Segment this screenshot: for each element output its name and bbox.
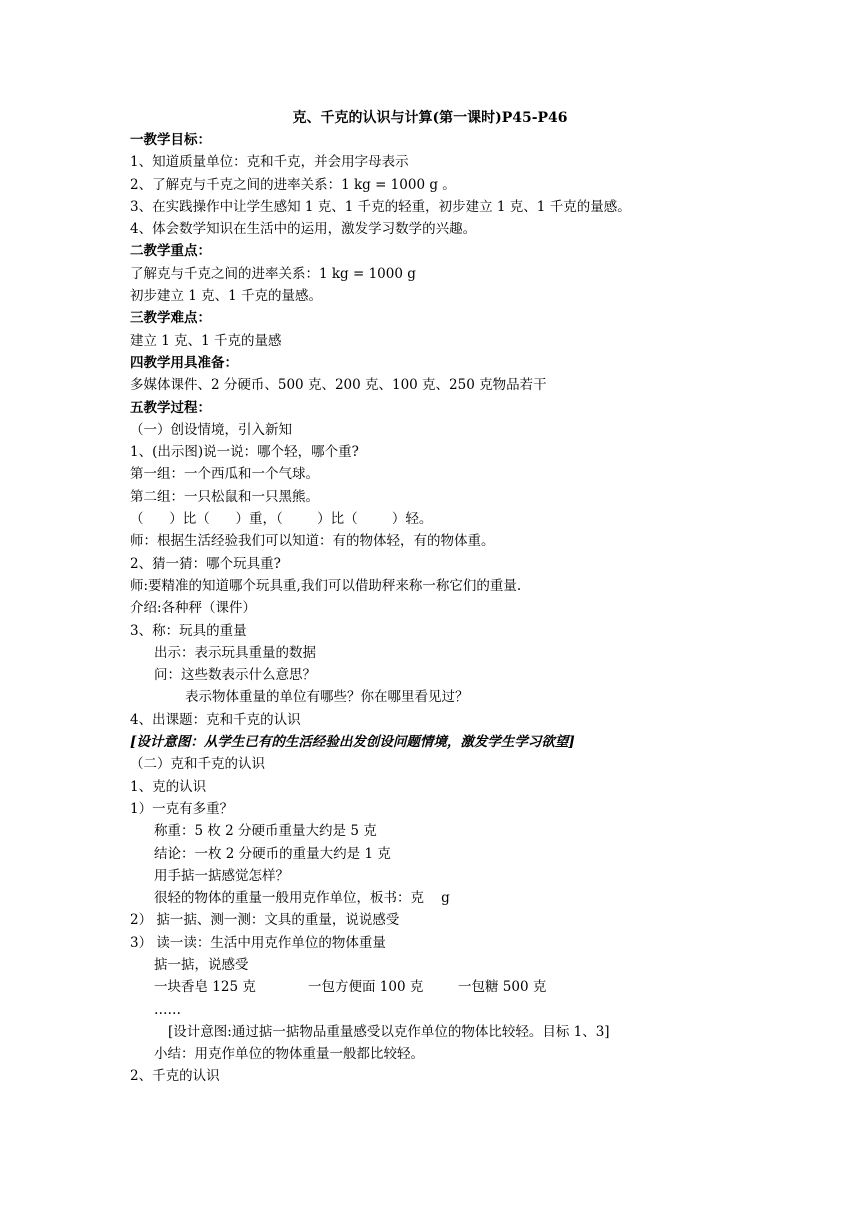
part2-line: 1、克的认识 bbox=[130, 778, 207, 795]
key-item: 了解克与千克之间的进率关系：1 kg = 1000 g bbox=[130, 265, 416, 282]
part2-line: 2） 掂一掂、测一测：文具的重量，说说感受 bbox=[130, 912, 400, 929]
document-body bbox=[130, 129, 830, 1088]
part1-line: 师:要精准的知道哪个玩具重,我们可以借助秤来称一称它们的重量. bbox=[130, 577, 522, 594]
part2-line: 2、千克的认识 bbox=[130, 1068, 220, 1085]
part1-line: 第一组：一个西瓜和一个气球。 bbox=[130, 466, 319, 483]
goals-heading: 一教学目标： bbox=[130, 132, 211, 148]
difficulty-text: 建立 1 克、1 千克的量感 bbox=[130, 332, 282, 349]
tools-text: 多媒体课件、2 分硬币、500 克、200 克、100 克、250 克物品若干 bbox=[130, 377, 547, 394]
topic-line: 4、出课题：克和千克的认识 bbox=[130, 711, 301, 728]
part2-line: 3） 读一读：生活中用克作单位的物体重量 bbox=[130, 934, 386, 951]
goal-item: 2、了解克与千克之间的进率关系：1 kg = 1000 g 。 bbox=[130, 176, 456, 193]
part2-line: 掂一掂，说感受 bbox=[154, 956, 249, 973]
tools-heading: 四教学用具准备： bbox=[130, 354, 238, 371]
part1-line: 介绍:各种秤（课件） bbox=[130, 600, 257, 617]
part2-line: 结论：一枚 2 分硬币的重量大约是 1 克 bbox=[154, 845, 391, 862]
difficulty-heading: 三教学难点： bbox=[130, 310, 211, 327]
part1-heading: （一）创设情境，引入新知 bbox=[130, 421, 292, 438]
show-line: 出示：表示玩具重量的数据 bbox=[154, 644, 316, 661]
design-intent-2: [设计意图:通过掂一掂物品重量感受以克作单位的物体比较轻。目标 1、3] bbox=[168, 1023, 610, 1040]
part1-line: 2、猜一猜：哪个玩具重? bbox=[130, 555, 281, 572]
part1-line: （ ）比（ ）重，（ ）比（ ）轻。 bbox=[130, 511, 433, 528]
ask-line: 问：这些数表示什么意思？ bbox=[154, 667, 316, 684]
items-line bbox=[130, 976, 830, 998]
part1-line: 3、称：玩具的重量 bbox=[130, 622, 247, 639]
part2-line: 用手掂一掂感觉怎样？ bbox=[154, 867, 289, 884]
process-heading: 五教学过程： bbox=[130, 399, 211, 416]
part2-line: 很轻的物体的重量一般用克作单位，板书：克 g bbox=[154, 890, 450, 907]
goal-item: 4、体会数学知识在生活中的运用，激发学习数学的兴趣。 bbox=[130, 221, 477, 238]
item-noodles: 一包方便面 100 克 bbox=[308, 979, 424, 996]
part2-line: 1）一克有多重？ bbox=[130, 800, 234, 817]
summary-line: 小结：用克作单位的物体重量一般都比较轻。 bbox=[154, 1046, 424, 1063]
item-sugar: 一包糖 500 克 bbox=[458, 979, 547, 996]
ask-line-2: 表示物体重量的单位有哪些？你在哪里看见过？ bbox=[185, 689, 469, 706]
key-item: 初步建立 1 克、1 千克的量感。 bbox=[130, 288, 323, 305]
part1-line: 第二组：一只松鼠和一只黑熊。 bbox=[130, 488, 319, 505]
goal-item: 3、在实践操作中让学生感知 1 克、1 千克的轻重，初步建立 1 克、1 千克的量感。 bbox=[130, 198, 631, 215]
page-title: 克、千克的认识与计算(第一课时)P45-P46 bbox=[292, 110, 568, 126]
part2-heading: （二）克和千克的认识 bbox=[130, 756, 265, 773]
goal-item: 1、知道质量单位：克和千克，并会用字母表示 bbox=[130, 154, 409, 171]
ellipsis-line: …… bbox=[154, 1001, 181, 1018]
part2-line: 称重：5 枚 2 分硬币重量大约是 5 克 bbox=[154, 823, 377, 840]
part1-line: 师：根据生活经验我们可以知道：有的物体轻，有的物体重。 bbox=[130, 533, 495, 550]
key-heading: 二教学重点： bbox=[130, 243, 211, 260]
item-soap: 一块香皂 125 克 bbox=[154, 979, 256, 996]
design-intent-1: [设计意图：从学生已有的生活经验出发创设问题情境，激发学生学习欲望] bbox=[130, 734, 575, 751]
part1-line: 1、(出示图)说一说：哪个轻，哪个重? bbox=[130, 444, 359, 461]
